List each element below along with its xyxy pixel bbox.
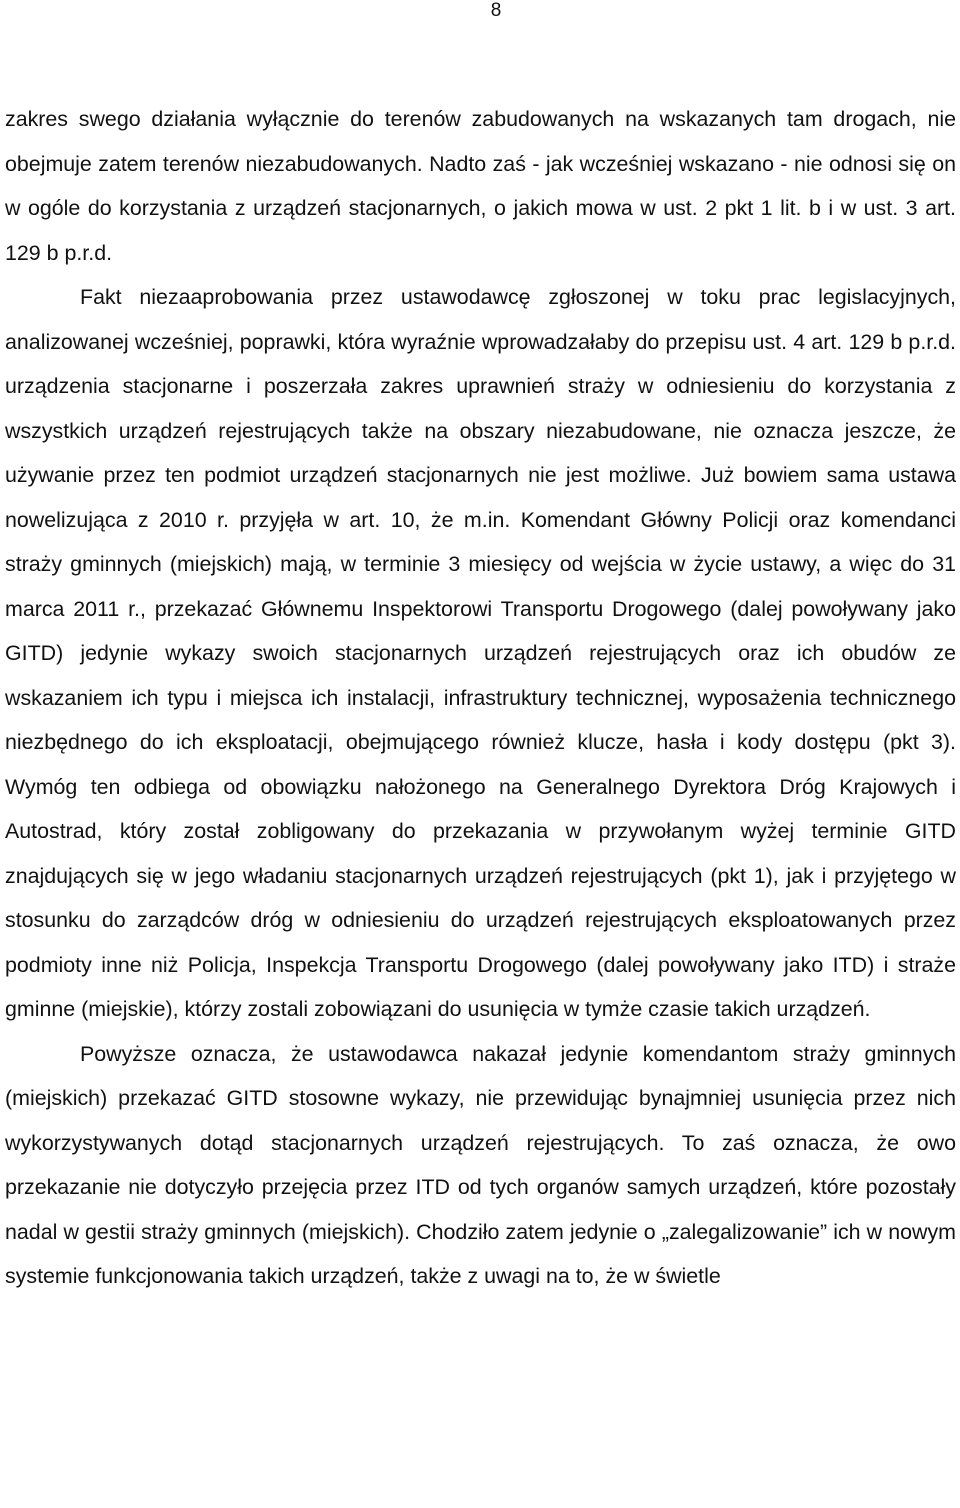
paragraph-continuation: zakres swego działania wyłącznie do terenów zabudowanych na wskazanych tam drogach, nie obejmuje zatem terenów niezabudowanych. Nadto zaś - jak wcześniej wskazano - nie odnosi się on w ogóle do korzystania z urządzeń stacjonarnych, o jakich mowa w ust. 2 pkt 1 lit. b i w ust. 3 art. 129 b p.r.d. — [5, 107, 956, 265]
page-number: 8 — [490, 0, 502, 21]
paragraph-fakt: Fakt niezaaprobowania przez ustawodawcę zgłoszonej w toku prac legislacyjnych, analizowanej wcześniej, poprawki, która wyraźnie wprowadzałaby do przepisu ust. 4 art. 129 b p.r.d. urządzenia stacjonarne i poszerzała zakres uprawnień straży w odniesieniu do korzystania z wszystkich urządzeń rejestrujących także na obszary niezabudowane, nie oznacza jeszcze, że używanie przez ten podmiot urządzeń stacjonarnych nie jest możliwe. Już bowiem sama ustawa nowelizująca z 2010 r. przyjęła w art. 10, że m.in. Komendant Główny Policji oraz komendanci straży gminnych (miejskich) mają, w terminie 3 miesięcy od wejścia w życie ustawy, a więc do 31 marca 2011 r., przekazać Głównemu Inspektorowi Transportu Drogowego (dalej powoływany jako GITD) jedynie wykazy swoich stacjonarnych urządzeń rejestrujących oraz ich obudów ze wskazaniem ich typu i miejsca ich instalacji, infrastruktury technicznej, wyposażenia technicznego niezbędnego do ich eksploatacji, obejmującego również klucze, hasła i kody dostępu (pkt 3). Wymóg ten odbiega od obowiązku nałożonego na Generalnego Dyrektora Dróg Krajowych i Autostrad, który został zobligowany do przekazania w przywołanym wyżej terminie GITD znajdujących się w jego władaniu stacjonarnych urządzeń rejestrujących (pkt 1), jak i przyjętego w stosunku do zarządców dróg w odniesieniu do urządzeń rejestrujących eksploatowanych przez podmioty inne niż Policja, Inspekcja Transportu Drogowego (dalej powoływany jako ITD) i straże gminne (miejskie), którzy zostali zobowiązani do usunięcia w tymże czasie takich urządzeń. — [5, 285, 956, 1021]
paragraph-powyzsze: Powyższe oznacza, że ustawodawca nakazał jedynie komendantom straży gminnych (miejskich) przekazać GITD stosowne wykazy, nie przewidując bynajmniej usunięcia przez nich wykorzystywanych dotąd stacjonarnych urządzeń rejestrujących. To zaś oznacza, że owo przekazanie nie dotyczyło przejęcia przez ITD od tych organów samych urządzeń, które pozostały nadal w gestii straży gminnych (miejskich). Chodziło zatem jedynie o „zalegalizowanie” ich w nowym systemie funkcjonowania takich urządzeń, także z uwagi na to, że w świetle — [5, 1041, 956, 1288]
document-body — [5, 97, 956, 1299]
